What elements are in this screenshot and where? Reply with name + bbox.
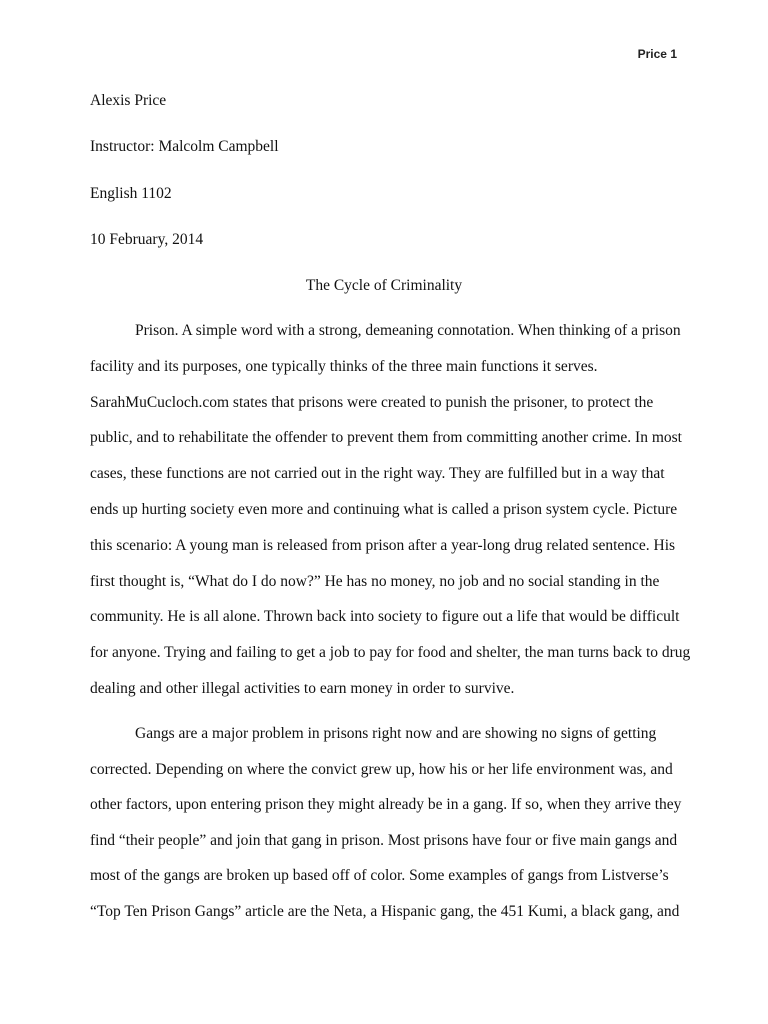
document-title: The Cycle of Criminality (305, 277, 463, 294)
paragraph-line: other factors, upon entering prison they might already be in a gang. If so, when they arrive they (90, 796, 682, 814)
paragraph-line: this scenario: A young man is released from prison after a year-long drug related sentence. His (90, 536, 676, 554)
paragraph-line: for anyone. Trying and failing to get a job to pay for food and shelter, the man turns back to drug (90, 644, 691, 662)
paragraph-line: facility and its purposes, one typically thinks of the three main functions it serves. (90, 357, 598, 375)
running-head: Price 1 (637, 47, 677, 61)
paragraph-2 (90, 725, 682, 939)
paragraph-line: cases, these functions are not carried out in the right way. They are fulfilled but in a way that (90, 465, 665, 483)
paragraph-line: first thought is, “What do I do now?” He has no money, no job and no social standing in the (90, 572, 660, 590)
paragraph-line: corrected. Depending on where the convict grew up, how his or her life environment was, and (90, 760, 673, 778)
paragraph-line: Gangs are a major problem in prisons right now and are showing no signs of getting (135, 725, 657, 742)
paragraph-line: most of the gangs are broken up based off of color. Some examples of gangs from Listverse’s (90, 867, 669, 885)
course-name: English 1102 (90, 184, 172, 202)
document-date: 10 February, 2014 (90, 230, 204, 248)
paragraph-1 (90, 322, 691, 716)
paragraph-line: find “their people” and join that gang in prison. Most prisons have four or five main gangs and (90, 831, 678, 849)
author-name: Alexis Price (90, 92, 167, 109)
paragraph-line: Prison. A simple word with a strong, demeaning connotation. When thinking of a prison (135, 322, 681, 339)
paragraph-line: community. He is all alone. Thrown back into society to figure out a life that would be difficult (90, 608, 680, 626)
paragraph-line: SarahMuCucloch.com states that prisons were created to punish the prisoner, to protect the (90, 393, 654, 411)
paragraph-line: ends up hurting society even more and continuing what is called a prison system cycle. Picture (90, 500, 678, 518)
paragraph-line: “Top Ten Prison Gangs” article are the Neta, a Hispanic gang, the 451 Kumi, a black gang, and (90, 902, 680, 920)
paragraph-line: dealing and other illegal activities to earn money in order to survive. (90, 679, 515, 697)
instructor-name: Instructor: Malcolm Campbell (90, 138, 279, 156)
paragraph-line: public, and to rehabilitate the offender to prevent them from committing another crime. In most (90, 429, 682, 447)
mla-heading (90, 92, 680, 277)
